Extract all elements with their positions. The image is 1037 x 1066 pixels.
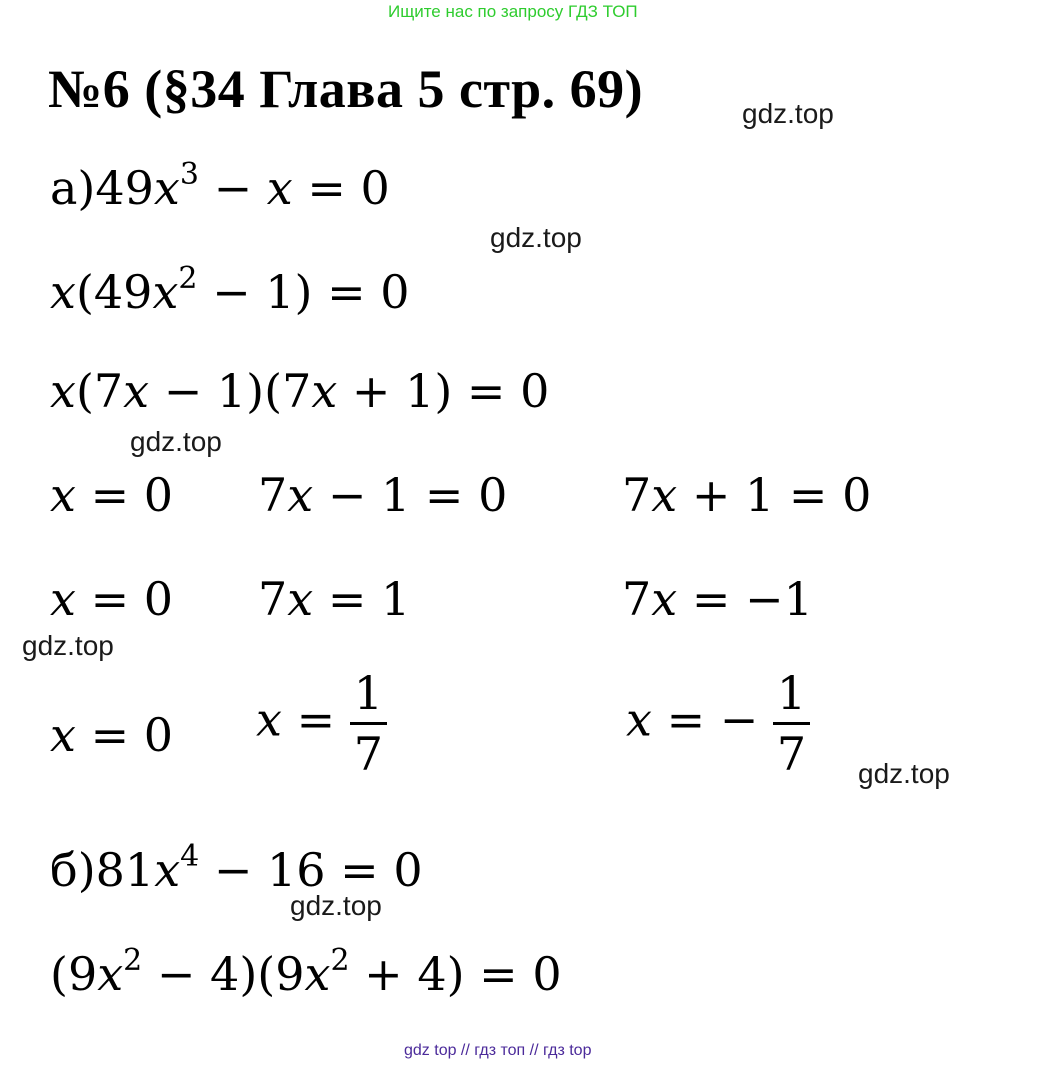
fraction-one-seventh: $\frac{1}{7}$ <box>350 670 387 777</box>
watermark: gdz.top <box>22 630 114 661</box>
equation-a-row2-col2: 7x = 1 <box>258 572 411 626</box>
equation-a-row2-col1: x = 0 <box>50 572 174 626</box>
watermark: gdz.top <box>742 98 834 129</box>
equation-a-line3: x(7x − 1)(7x + 1) = 0 <box>50 364 550 418</box>
equation-a-row2-col3: 7x = −1 <box>622 572 813 626</box>
equation-a-row1-col2: 7x − 1 = 0 <box>258 468 508 522</box>
fraction-one-seventh: $\frac{1}{7}$ <box>773 670 810 777</box>
watermark: gdz.top <box>130 426 222 457</box>
equation-a-row3-col2: x = $\frac{1}{7}$ <box>256 670 387 777</box>
equation-a-line1: $а)49x^3 - x = 0$ <box>50 157 390 215</box>
equation-a-row1-col1: x = 0 <box>50 468 174 522</box>
page-title: №6 (§34 Глава 5 стр. 69) <box>48 59 644 119</box>
footer-links[interactable]: gdz top // гдз топ // гдз top <box>404 1042 592 1059</box>
watermark: gdz.top <box>490 222 582 253</box>
equation-a-row1-col3: 7x + 1 = 0 <box>622 468 872 522</box>
equation-b-line2: $(9x^2 - 4)(9x^2 + 4) = 0$ <box>50 943 562 1001</box>
watermark: gdz.top <box>290 890 382 921</box>
promo-link[interactable]: Ищите нас по запросу ГДЗ ТОП <box>388 2 638 21</box>
equation-a-row3-col3: x = − $\frac{1}{7}$ <box>626 670 810 777</box>
equation-a-line2: $x(49x^2 - 1) = 0$ <box>50 261 410 319</box>
watermark: gdz.top <box>858 758 950 789</box>
equation-a-row3-col1: x = 0 <box>50 708 174 762</box>
equation-b-line1: $б)81x^4 - 16 = 0$ <box>50 839 423 897</box>
